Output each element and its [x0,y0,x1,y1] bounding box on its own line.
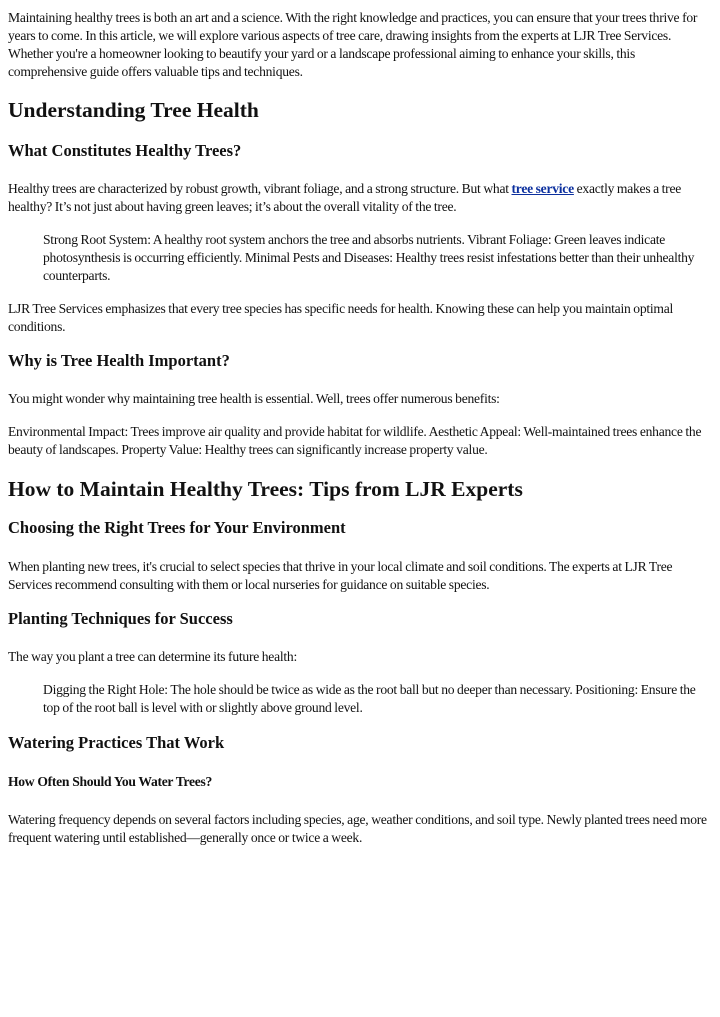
watering-frequency-paragraph: Watering frequency depends on several factors including species, age, weather conditions, and soil type. Newly planted trees need more frequent watering until established—generally once or twice a week. [8,812,707,845]
benefits-list: Environmental Impact: Trees improve air quality and provide habitat for wildlife. Aesthetic Appeal: Well-maintained trees enhance the beauty of landscapes. Property Value: Healthy trees can significantly increase property value. [8,424,702,457]
planting-steps-list: Digging the Right Hole: The hole should be twice as wide as the root ball but no deeper than necessary. Positioning: Ensure the top of the root ball is level with or slightly above ground level. [43,682,696,715]
planting-intro-paragraph: The way you plant a tree can determine its future health: [8,649,297,664]
healthy-trees-paragraph [8,180,712,216]
heading-how-to-maintain-healthy-trees: How to Maintain Healthy Trees: Tips from LJR Experts [8,477,523,501]
healthy-traits-list: Strong Root System: A healthy root system anchors the tree and absorbs nutrients. Vibrant Foliage: Green leaves indicate photosynthesis is occurring efficiently. Minimal Pests and Diseases: Healthy trees resist infestations better than their unhealthy counterparts. [43,232,695,283]
heading-watering-practices: Watering Practices That Work [8,733,225,752]
heading-planting-techniques: Planting Techniques for Success [8,609,233,628]
text-before-link: Healthy trees are characterized by robust growth, vibrant foliage, and a strong structure. But what [8,181,512,196]
intro-paragraph: Maintaining healthy trees is both an art and a science. With the right knowledge and practices, you can ensure that your trees thrive for years to come. In this article, we will explore various aspects of tree care, drawing insights from the experts at LJR Tree Services. Whether you're a homeowner looking to beautify your yard or a landscape professional aiming to enhance your skills, this comprehensive guide offers valuable tips and techniques. [8,10,698,79]
benefits-intro-paragraph: You might wonder why maintaining tree health is essential. Well, trees offer numerous benefits: [8,391,500,406]
text-after-link: exactly makes a tree healthy? It’s not just about having green leaves; it’s about the overall vitality of the tree. [8,181,682,214]
tree-service-link[interactable]: tree service [511,181,574,196]
species-needs-paragraph: LJR Tree Services emphasizes that every tree species has specific needs for health. Knowing these can help you maintain optimal conditions. [8,301,674,334]
heading-why-tree-health-important: Why is Tree Health Important? [8,351,230,370]
heading-understanding-tree-health: Understanding Tree Health [8,98,259,122]
heading-what-constitutes-healthy-trees: What Constitutes Healthy Trees? [8,141,242,160]
heading-choosing-right-trees: Choosing the Right Trees for Your Environment [8,518,346,537]
heading-how-often-water: How Often Should You Water Trees? [8,774,212,789]
choosing-trees-paragraph: When planting new trees, it's crucial to select species that thrive in your local climate and soil conditions. The experts at LJR Tree Services recommend consulting with them or local nurseries for guidance on suitable species. [8,559,673,592]
